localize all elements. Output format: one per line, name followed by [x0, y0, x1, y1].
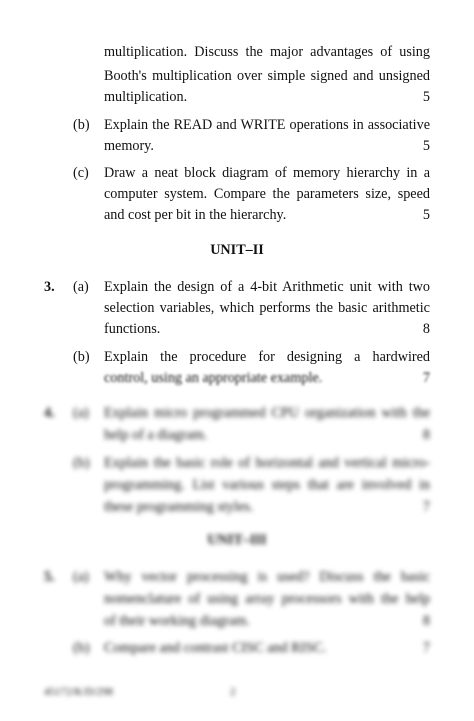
q2b-text-line-1: Explain the READ and WRITE operations in associative [104, 117, 430, 133]
q4b-marks: 7 [422, 499, 430, 515]
q2c-label: (c) [73, 165, 89, 181]
q5a-text-line-2: nomenclature of using array processors with the help [104, 591, 430, 607]
q4-number: 4. [44, 405, 55, 421]
q3b-label: (b) [73, 349, 90, 365]
q3b-text-line-2: control, using an appropriate example. [104, 370, 323, 386]
q2c-text-line-1: Draw a neat block diagram of memory hierarchy in a [104, 165, 430, 181]
q3-number: 3. [44, 279, 55, 295]
q2c-text-line-3: and cost per bit in the hierarchy. [104, 207, 287, 223]
q4b-text-line-1: Explain the basic role of horizontal and vertical micro- [104, 455, 430, 471]
q4b-text-line-2: programming. List various steps that are involved in [104, 477, 430, 493]
page-number: 2 [230, 686, 236, 698]
paper-code: 45172/K/D/298 [44, 686, 114, 698]
q2a-text-line-1: multiplication. Discuss the major advantages of using [104, 44, 430, 60]
q2a-text-line-2: Booth's multiplication over simple signed and unsigned [104, 68, 430, 84]
q5b-text-line-1: Compare and contrast CISC and RISC. [104, 640, 327, 656]
q3a-text-line-1: Explain the design of a 4-bit Arithmetic unit with two [104, 279, 430, 295]
q3b-marks: 7 [422, 370, 430, 386]
q5a-text-line-3: of their working diagram. [104, 613, 250, 629]
q2c-marks: 5 [422, 207, 430, 223]
q5a-marks: 8 [422, 613, 430, 629]
q4b-label: (b) [73, 455, 90, 471]
q5b-marks: 7 [422, 640, 430, 656]
q3a-label: (a) [73, 279, 89, 295]
q2a-text-line-3: multiplication. [104, 89, 188, 105]
q5a-text-line-1: Why vector processing is used? Discuss the basic [104, 569, 430, 585]
q2b-marks: 5 [422, 138, 430, 154]
q2a-marks: 5 [422, 89, 430, 105]
q3a-text-line-2: selection variables, which performs the basic arithmetic [104, 300, 430, 316]
q3a-text-line-3: functions. [104, 321, 161, 337]
q2b-label: (b) [73, 117, 90, 133]
q2c-text-line-2: computer system. Compare the parameters size, speed [104, 186, 430, 202]
q4a-label: (a) [73, 405, 89, 421]
q3b-text-line-1: Explain the procedure for designing a hardwired [104, 349, 430, 365]
q3a-marks: 8 [422, 321, 430, 337]
unit-2-heading: UNIT–II [210, 242, 264, 258]
q4a-text-line-2: help of a diagram. [104, 427, 208, 443]
q5-number: 5. [44, 569, 55, 585]
unit-3-heading: UNIT–III [207, 532, 267, 548]
q4b-text-line-3: these programming styles. [104, 499, 254, 515]
q5a-label: (a) [73, 569, 89, 585]
q5b-label: (b) [73, 640, 90, 656]
q2b-text-line-2: memory. [104, 138, 154, 154]
q4a-marks: 8 [422, 427, 430, 443]
q4a-text-line-1: Explain micro programmed CPU organization with the [104, 405, 430, 421]
